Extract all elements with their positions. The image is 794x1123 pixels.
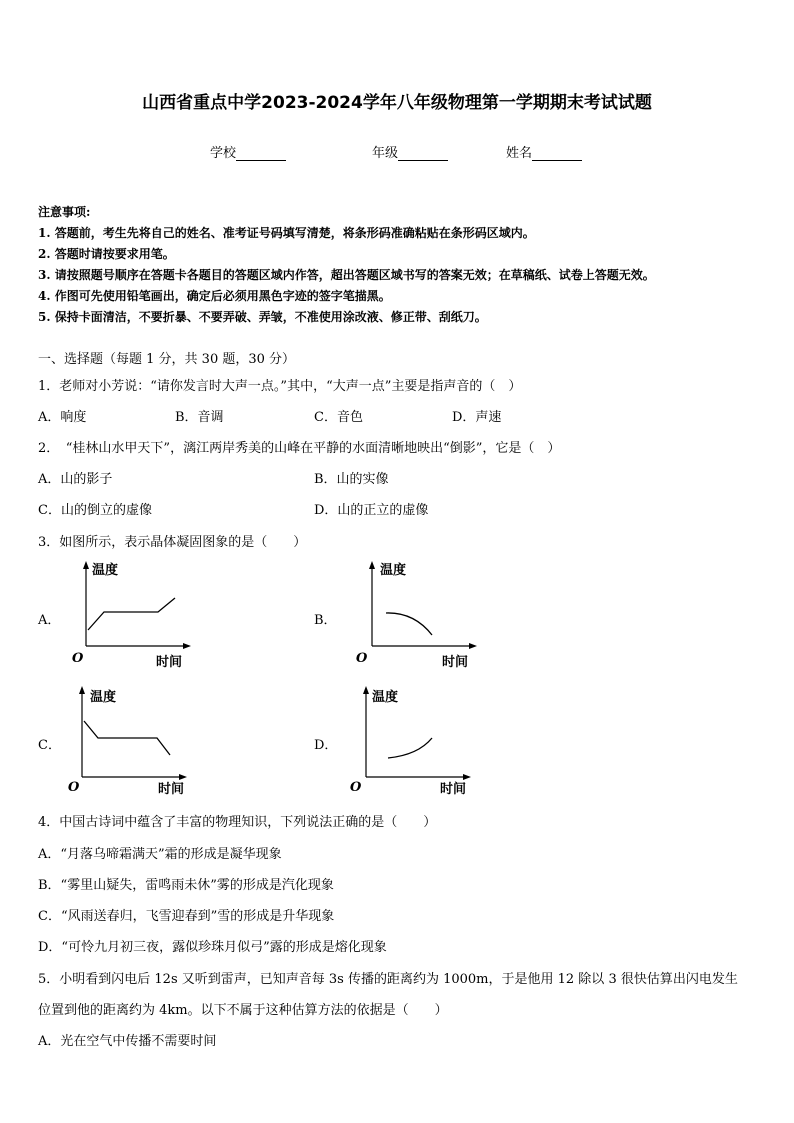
y-axis-arrow (79, 686, 85, 694)
x-axis-label: 时间 (156, 655, 183, 670)
origin-label: O (356, 651, 368, 666)
x-axis-arrow (179, 774, 187, 780)
notice-item: 1. 答题前，考生先将自己的姓名、准考证号码填写清楚，将条形码准确粘贴在条形码区域内。 (38, 226, 535, 240)
x-axis-arrow (183, 643, 191, 649)
q3-graph-d (348, 683, 478, 798)
q1-option-a: A．响度 (38, 410, 87, 425)
notice-item: 3. 请按照题号顺序在答题卡各题目的答题区域内作答，超出答题区域书写的答案无效；在草稿纸、试卷上答题无效。 (38, 268, 655, 282)
section-heading: 一、选择题（每题 1 分，共 30 题，30 分） (38, 352, 296, 367)
origin-label: O (72, 651, 84, 666)
q3-graph-a (66, 558, 196, 673)
grade-blank (398, 147, 448, 161)
y-axis-label: 温度 (372, 690, 399, 705)
q1-option-d: D．声速 (452, 410, 502, 425)
q3-option-d-label: D． (314, 738, 338, 753)
q4-option-b: B．“雾里山疑失，雷鸣雨未休”雾的形成是汽化现象 (38, 878, 334, 893)
x-axis-label: 时间 (440, 782, 467, 797)
x-axis-arrow (463, 774, 471, 780)
curve (88, 598, 175, 630)
q4-option-a: A．“月落乌啼霜满天”霜的形成是凝华现象 (38, 847, 282, 862)
q1-option-c: C．音色 (314, 410, 363, 425)
question-4-stem: 4．中国古诗词中蕴含了丰富的物理知识，下列说法正确的是（ ） (38, 815, 437, 830)
question-5-stem-line2: 位置到他的距离约为 4km。以下不属于这种估算方法的依据是（ ） (38, 1003, 448, 1018)
y-axis-arrow (83, 561, 89, 569)
question-1-stem: 1．老师对小芳说：“请你发言时大声一点。”其中，“大声一点”主要是指声音的（ ） (38, 379, 522, 394)
school-field (210, 142, 286, 161)
q1-option-b: B．音调 (175, 410, 224, 425)
name-blank (532, 147, 582, 161)
grade-field (372, 142, 448, 161)
x-axis-arrow (469, 643, 477, 649)
question-3-stem: 3．如图所示，表示晶体凝固图象的是（ ） (38, 535, 307, 550)
origin-label: O (350, 780, 362, 795)
grade-label: 年级 (372, 146, 399, 161)
origin-label: O (68, 780, 80, 795)
page-title: 山西省重点中学2023-2024学年八年级物理第一学期期末考试试题 (142, 93, 652, 113)
question-2-stem: 2． “桂林山水甲天下”，漓江两岸秀美的山峰在平静的水面清晰地映出“倒影”，它是（ ） (38, 441, 561, 456)
name-field (506, 142, 582, 161)
curve (386, 613, 432, 635)
q3-graph-c (64, 683, 194, 798)
q4-option-c: C．“风雨送春归，飞雪迎春到”雪的形成是升华现象 (38, 909, 335, 924)
name-label: 姓名 (506, 146, 533, 161)
q3-option-a-label: A． (38, 613, 61, 628)
y-axis-label: 温度 (380, 563, 407, 578)
q2-option-a: A．山的影子 (38, 472, 113, 487)
notice-item: 5. 保持卡面清洁，不要折暴、不要弄破、弄皱，不准使用涂改液、修正带、刮纸刀。 (38, 310, 487, 324)
q4-option-d: D．“可怜九月初三夜，露似珍珠月似弓”露的形成是熔化现象 (38, 940, 387, 955)
question-5-stem-line1: 5．小明看到闪电后 12s 又听到雷声，已知声音每 3s 传播的距离约为 1000m，于是他用 12 除以 3 很快估算出闪电发生 (38, 972, 738, 987)
q3-graph-b (352, 558, 482, 673)
notice-item: 2. 答题时请按要求用笔。 (38, 247, 175, 261)
y-axis-label: 温度 (90, 690, 117, 705)
curve (84, 721, 170, 755)
y-axis-arrow (363, 686, 369, 694)
x-axis-label: 时间 (158, 782, 185, 797)
notice-heading: 注意事项: (38, 205, 91, 219)
school-label: 学校 (210, 146, 237, 161)
q2-option-b: B．山的实像 (314, 472, 389, 487)
q3-option-b-label: B． (314, 613, 337, 628)
q5-option-a: A．光在空气中传播不需要时间 (38, 1034, 217, 1049)
x-axis-label: 时间 (442, 655, 469, 670)
q2-option-c: C．山的倒立的虚像 (38, 503, 152, 518)
curve (388, 738, 432, 758)
school-blank (236, 147, 286, 161)
q2-option-d: D．山的正立的虚像 (314, 503, 429, 518)
y-axis-arrow (369, 561, 375, 569)
q3-option-c-label: C． (38, 738, 61, 753)
y-axis-label: 温度 (92, 563, 119, 578)
notice-item: 4. 作图可先使用铅笔画出，确定后必须用黑色字迹的签字笔描黑。 (38, 289, 391, 303)
